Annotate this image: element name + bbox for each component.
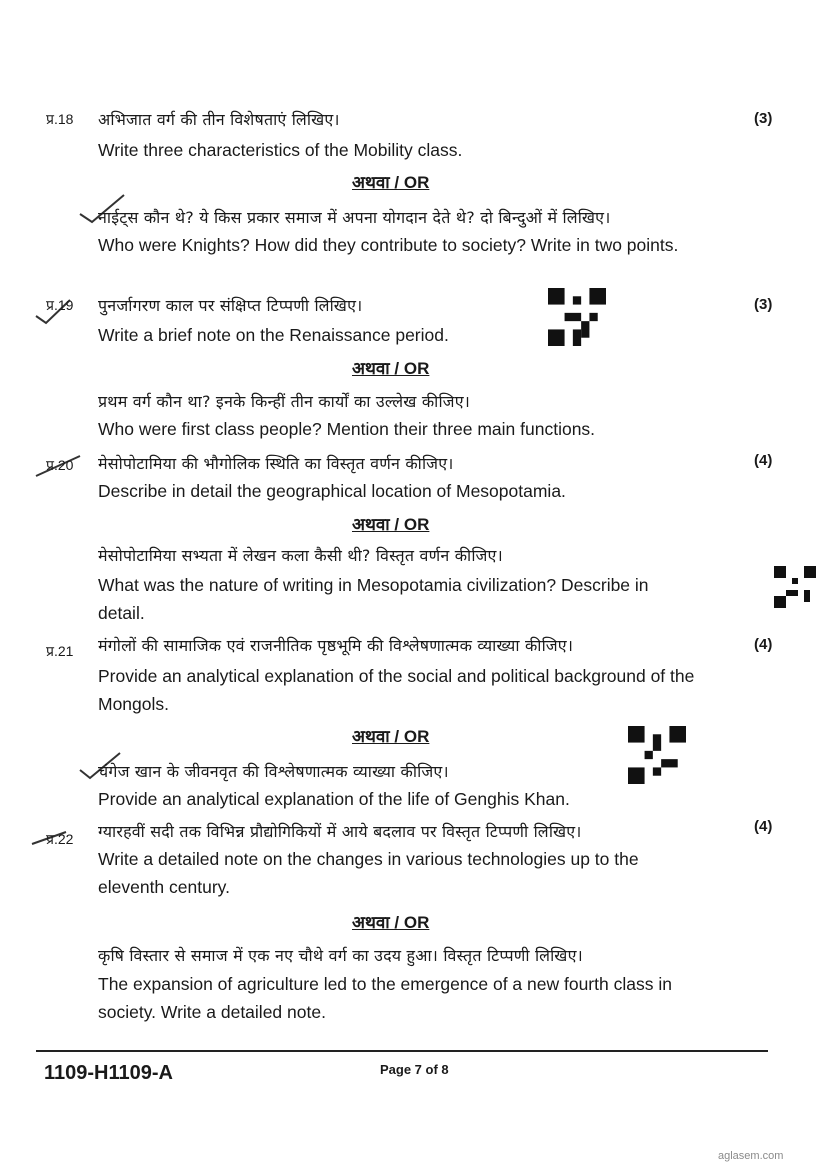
q21-or-divider: अथवा / OR	[352, 727, 430, 746]
question-number-21: प्र.21	[46, 643, 74, 659]
paper-code: 1109-H1109-A	[44, 1062, 173, 1084]
q21-alt-english: Provide an analytical explanation of the life of Genghis Khan.	[98, 789, 570, 809]
q21-hindi: मंगोलों की सामाजिक एवं राजनीतिक पृष्ठभूमि की विश्लेषणात्मक व्याख्या कीजिए।	[98, 636, 574, 655]
footer-divider	[36, 1050, 768, 1052]
q21-alt-hindi: चंगेज खान के जीवनवृत की विश्लेषणात्मक व्याख्या कीजिए।	[98, 762, 449, 781]
qr-code-icon	[548, 288, 606, 346]
q20-marks: (4)	[754, 452, 773, 469]
q22-alt-hindi: कृषि विस्तार से समाज में एक नए चौथे वर्ग का उदय हुआ। विस्तृत टिप्पणी लिखिए।	[98, 946, 583, 965]
q19-alt-hindi: प्रथम वर्ग कौन था? इनके किन्हीं तीन कार्यों का उल्लेख कीजिए।	[98, 392, 471, 411]
question-number-22: प्र.22	[46, 831, 74, 847]
q18-english: Write three characteristics of the Mobility class.	[98, 140, 463, 160]
q22-english: Write a detailed note on the changes in various technologies up to the eleventh century.	[98, 849, 639, 897]
question-number-19: प्र.19	[46, 297, 74, 313]
q19-english: Write a brief note on the Renaissance period.	[98, 325, 449, 345]
page-number: Page 7 of 8	[380, 1062, 449, 1077]
q21-english: Provide an analytical explanation of the social and political background of the Mongols.	[98, 666, 695, 714]
q20-english: Describe in detail the geographical location of Mesopotamia.	[98, 481, 566, 501]
q18-hindi: अभिजात वर्ग की तीन विशेषताएं लिखिए।	[98, 110, 340, 129]
question-number-18: प्र.18	[46, 111, 74, 127]
q19-marks: (3)	[754, 296, 773, 313]
q20-alt-english: What was the nature of writing in Mesopotamia civilization? Describe in detail.	[98, 575, 649, 623]
q22-hindi: ग्यारहवीं सदी तक विभिन्न प्रौद्योगिकियों में आये बदलाव पर विस्तृत टिप्पणी लिखिए।	[98, 822, 582, 841]
q19-or-divider: अथवा / OR	[352, 359, 430, 378]
q18-marks: (3)	[754, 110, 773, 127]
q18-or-divider: अथवा / OR	[352, 173, 430, 192]
q18-alt-hindi: नाईट्स कौन थे? ये किस प्रकार समाज में अपना योगदान देते थे? दो बिन्दुओं में लिखिए।	[98, 208, 611, 227]
q20-alt-hindi: मेसोपोटामिया सभ्यता में लेखन कला कैसी थी? विस्तृत वर्णन कीजिए।	[98, 546, 503, 565]
q21-marks: (4)	[754, 636, 773, 653]
q20-or-divider: अथवा / OR	[352, 515, 430, 534]
watermark: aglasem.com	[718, 1150, 784, 1162]
q19-hindi: पुनर्जागरण काल पर संक्षिप्त टिप्पणी लिखिए।	[98, 296, 363, 315]
q18-alt-english: Who were Knights? How did they contribute to society? Write in two points.	[98, 235, 679, 255]
qr-code-icon	[774, 566, 816, 608]
q22-marks: (4)	[754, 818, 773, 835]
q19-alt-english: Who were first class people? Mention their three main functions.	[98, 419, 596, 439]
qr-code-icon	[628, 726, 686, 784]
q22-alt-english: The expansion of agriculture led to the emergence of a new fourth class in society. Write a detailed note.	[98, 974, 672, 1022]
q22-or-divider: अथवा / OR	[352, 913, 430, 932]
q20-hindi: मेसोपोटामिया की भौगोलिक स्थिति का विस्तृत वर्णन कीजिए।	[98, 454, 454, 473]
question-number-20: प्र.20	[46, 457, 74, 473]
